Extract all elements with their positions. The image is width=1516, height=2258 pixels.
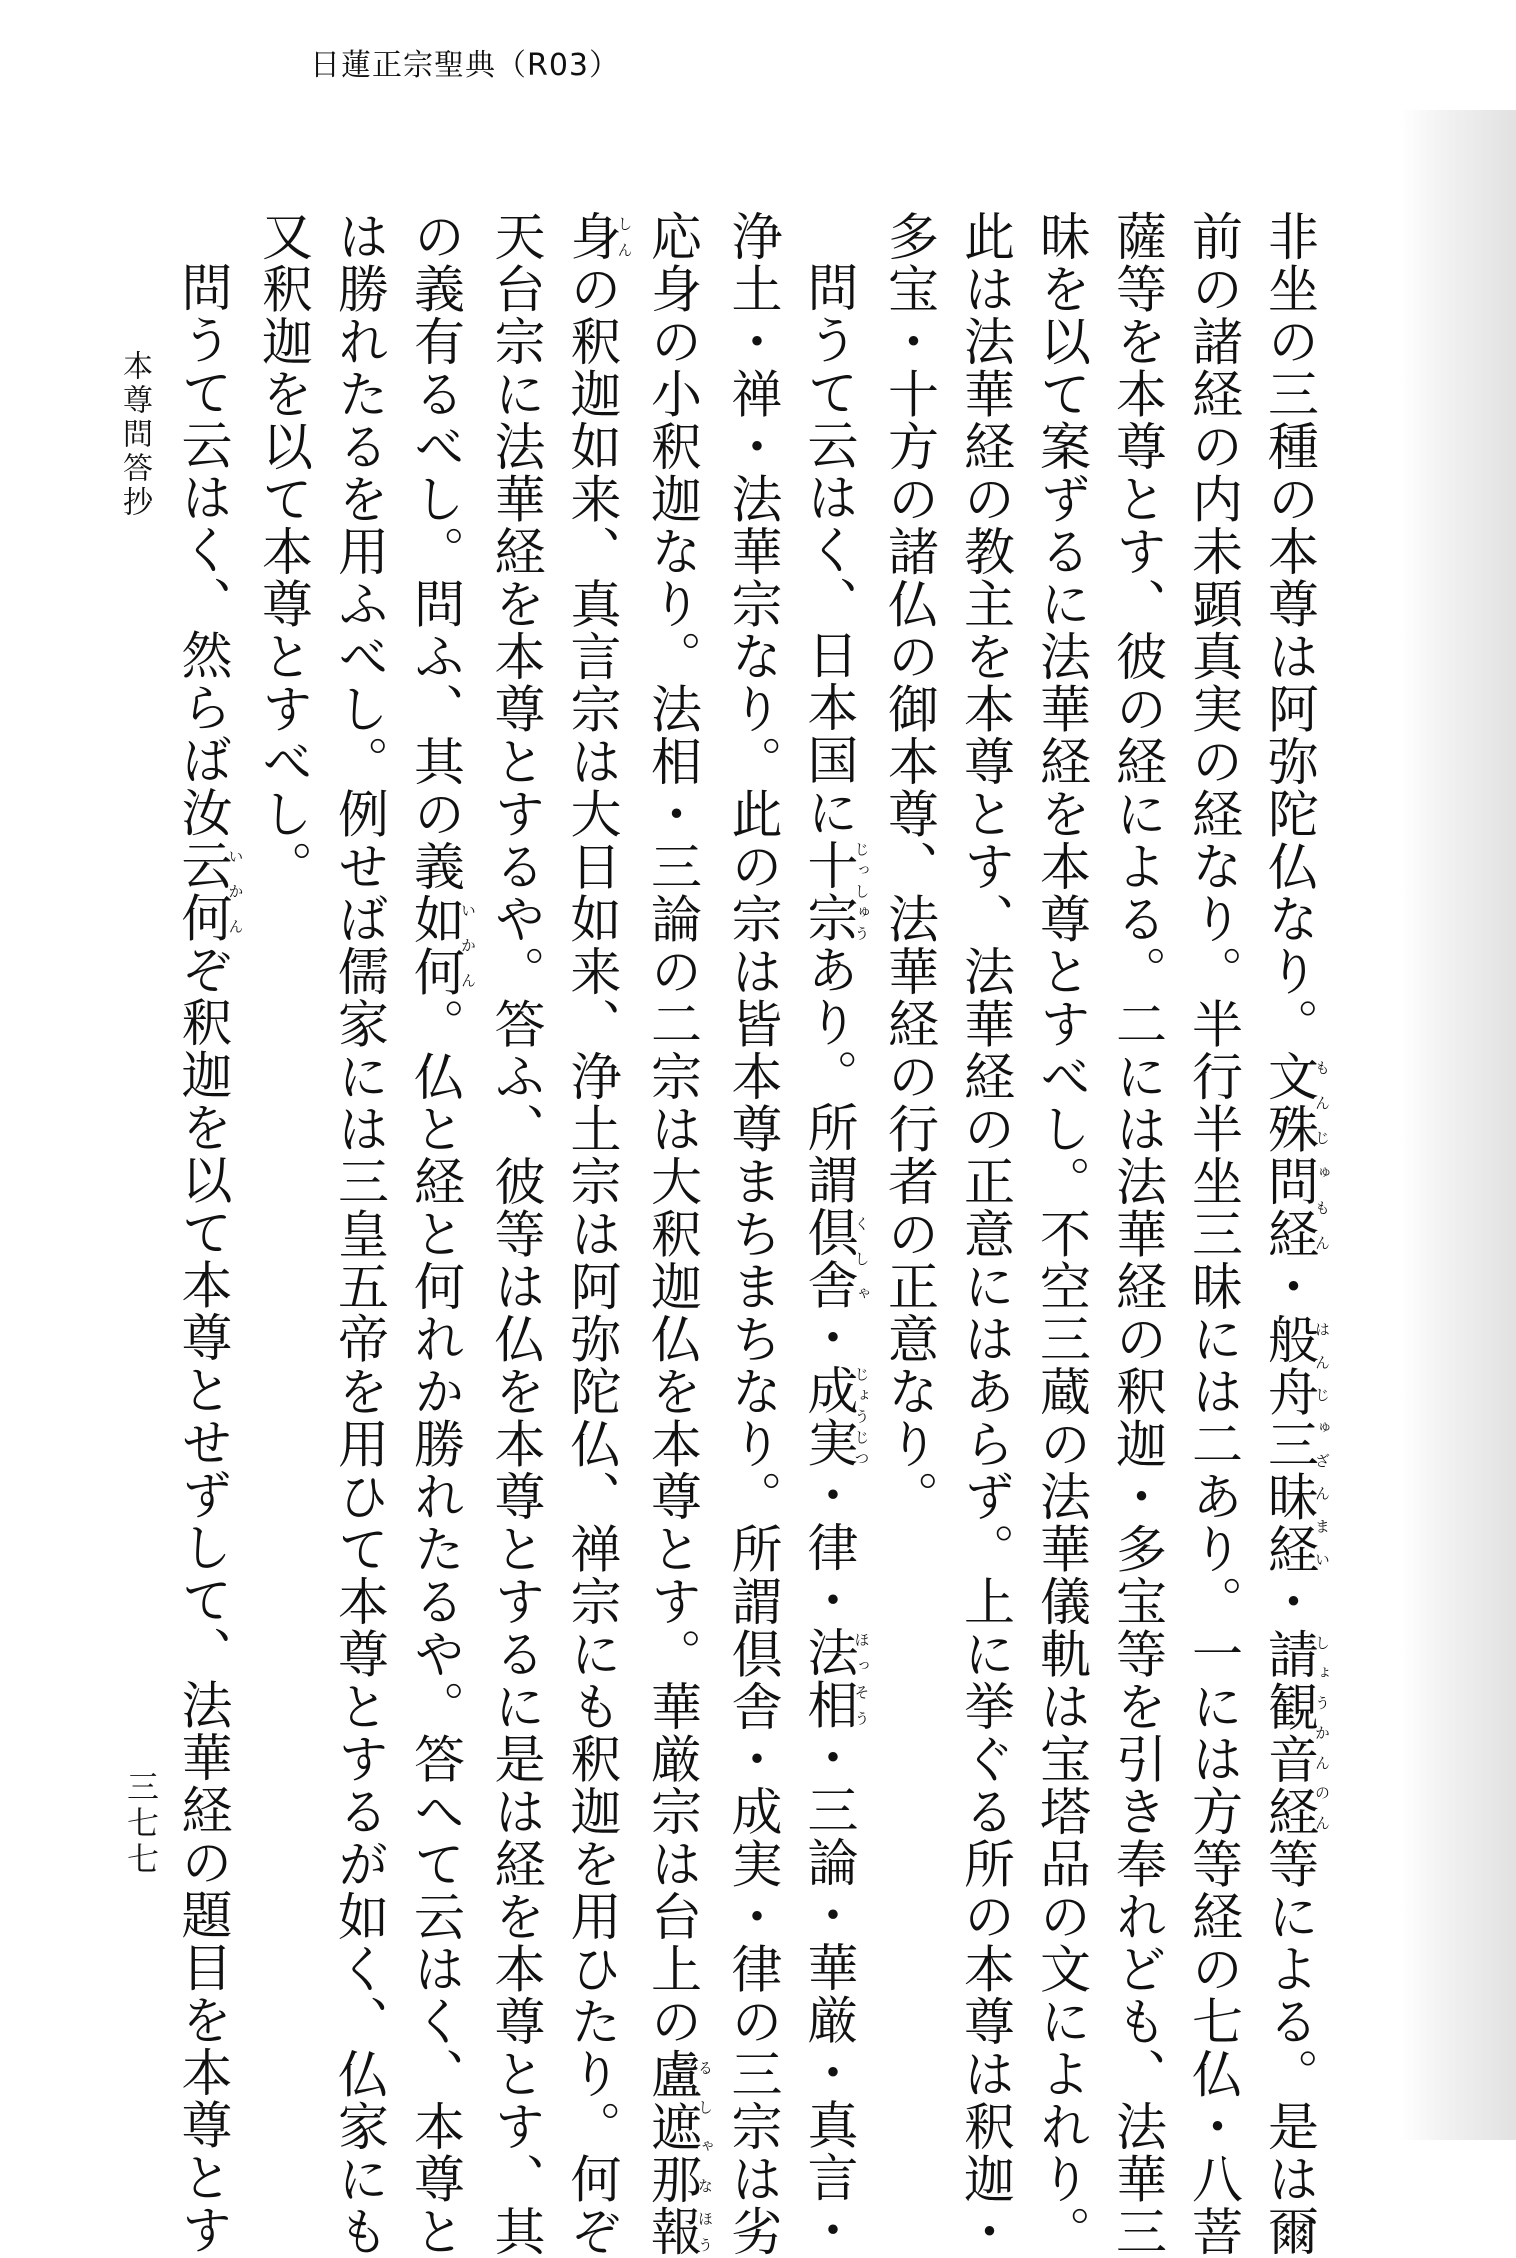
furigana-reading: じっしゅう	[852, 838, 871, 944]
furigana-reading: いかん	[459, 892, 477, 998]
furigana-word: 身しん	[561, 210, 634, 263]
furigana-word: 成実じょうじつ	[798, 1363, 871, 1469]
furigana-word: 云何いかん	[172, 838, 245, 944]
furigana-reading: ほう	[696, 2205, 714, 2258]
text-column: 天台宗に法華経を本尊とするや。答ふ、彼等は仏を本尊とするに是は経を本尊とす、其	[485, 210, 544, 2258]
text-column: 非坐の三種の本尊は阿弥陀仏なり。文殊問経もんじゅもん・般舟三昧経はんじゅざんまい・請観音経しょうかんのん等による。是は爾	[1258, 210, 1331, 2258]
furigana-reading: しょうかんのん	[1313, 1627, 1331, 1838]
running-title: 本尊問答抄	[117, 350, 152, 520]
furigana-reading: もんじゅもん	[1313, 1050, 1331, 1260]
text-column: は勝れたるを用ふべし。例せば儒家には三皇五帝を用ひて本尊とするが如く、仏家にも	[328, 210, 388, 2258]
furigana-reading: るしゃな	[696, 2047, 714, 2205]
furigana-word: 請観音経しょうかんのん	[1258, 1627, 1331, 1838]
furigana-word: 盧遮那るしゃな	[641, 2047, 714, 2205]
furigana-reading: いかん	[226, 838, 245, 944]
furigana-word: 文殊問経もんじゅもん	[1258, 1050, 1331, 1260]
text-column: 又釈迦を以て本尊とすべし。	[252, 210, 312, 893]
furigana-reading: ほっそう	[852, 1626, 871, 1731]
text-column: 問うて云はく、然らば汝云何いかんぞ釈迦を以て本尊とせずして、法華経の題目を本尊とす	[172, 261, 245, 2256]
text-column: 前の諸経の内未顕真実の経なり。半行半坐三昧には二あり。一には方等経の七仏・八菩	[1182, 210, 1242, 2258]
text-column: 薩等を本尊とす、彼の経による。二には法華経の釈迦・多宝等を引き奉れども、法華三	[1106, 210, 1166, 2258]
furigana-word: 報ほう	[641, 2205, 714, 2258]
text-column: 多宝・十方の諸仏の御本尊、法華経の行者の正意なり。	[878, 210, 938, 1523]
text-column: 此は法華経の教主を本尊とす、法華経の正意にはあらず。上に挙ぐる所の本尊は釈迦・	[954, 210, 1014, 2258]
page-number: 三七七	[122, 1770, 160, 1878]
furigana-reading: しん	[615, 210, 634, 263]
furigana-word: 倶舎くしゃ	[798, 1206, 871, 1311]
furigana-reading: はんじゅざんまい	[1313, 1312, 1331, 1575]
text-column: 問うて云はく、日本国に十宗じっしゅうあり。所謂倶舎くしゃ・成実じょうじつ・律・法相ほっそう・三論・華厳・真言・	[798, 261, 871, 2256]
furigana-reading: じょうじつ	[852, 1363, 871, 1469]
scan-margin-shading	[1400, 110, 1516, 2140]
main-text-body	[172, 210, 1331, 2258]
text-column: 昧を以て案ずるに法華経を本尊とすべし。不空三蔵の法華儀軌は宝塔品の文によれり。	[1030, 210, 1090, 2258]
text-column: 身しんの釈迦如来、真言宗は大日如来、浄土宗は阿弥陀仏、禅宗にも釈迦を用ひたり。何ぞ	[561, 210, 634, 2258]
furigana-word: 如何いかん	[404, 892, 477, 998]
furigana-reading: くしゃ	[852, 1206, 871, 1311]
furigana-word: 法相ほっそう	[798, 1626, 871, 1731]
text-column: 応身の小釈迦なり。法相・三論の二宗は大釈迦仏を本尊とす。華厳宗は台上の盧遮那るしゃな報ほう	[641, 210, 714, 2258]
furigana-word: 十宗じっしゅう	[798, 838, 871, 944]
text-column: 浄土・禅・法華宗なり。此の宗は皆本尊まちまちなり。所謂倶舎・成実・律の三宗は劣	[722, 210, 781, 2258]
furigana-word: 般舟三昧経はんじゅざんまい	[1258, 1312, 1331, 1575]
text-column: の義有るべし。問ふ、其の義如何いかん。仏と経と何れか勝れたるや。答へて云はく、本尊と	[404, 210, 477, 2258]
document-header: 日蓮正宗聖典（R03）	[310, 48, 621, 83]
